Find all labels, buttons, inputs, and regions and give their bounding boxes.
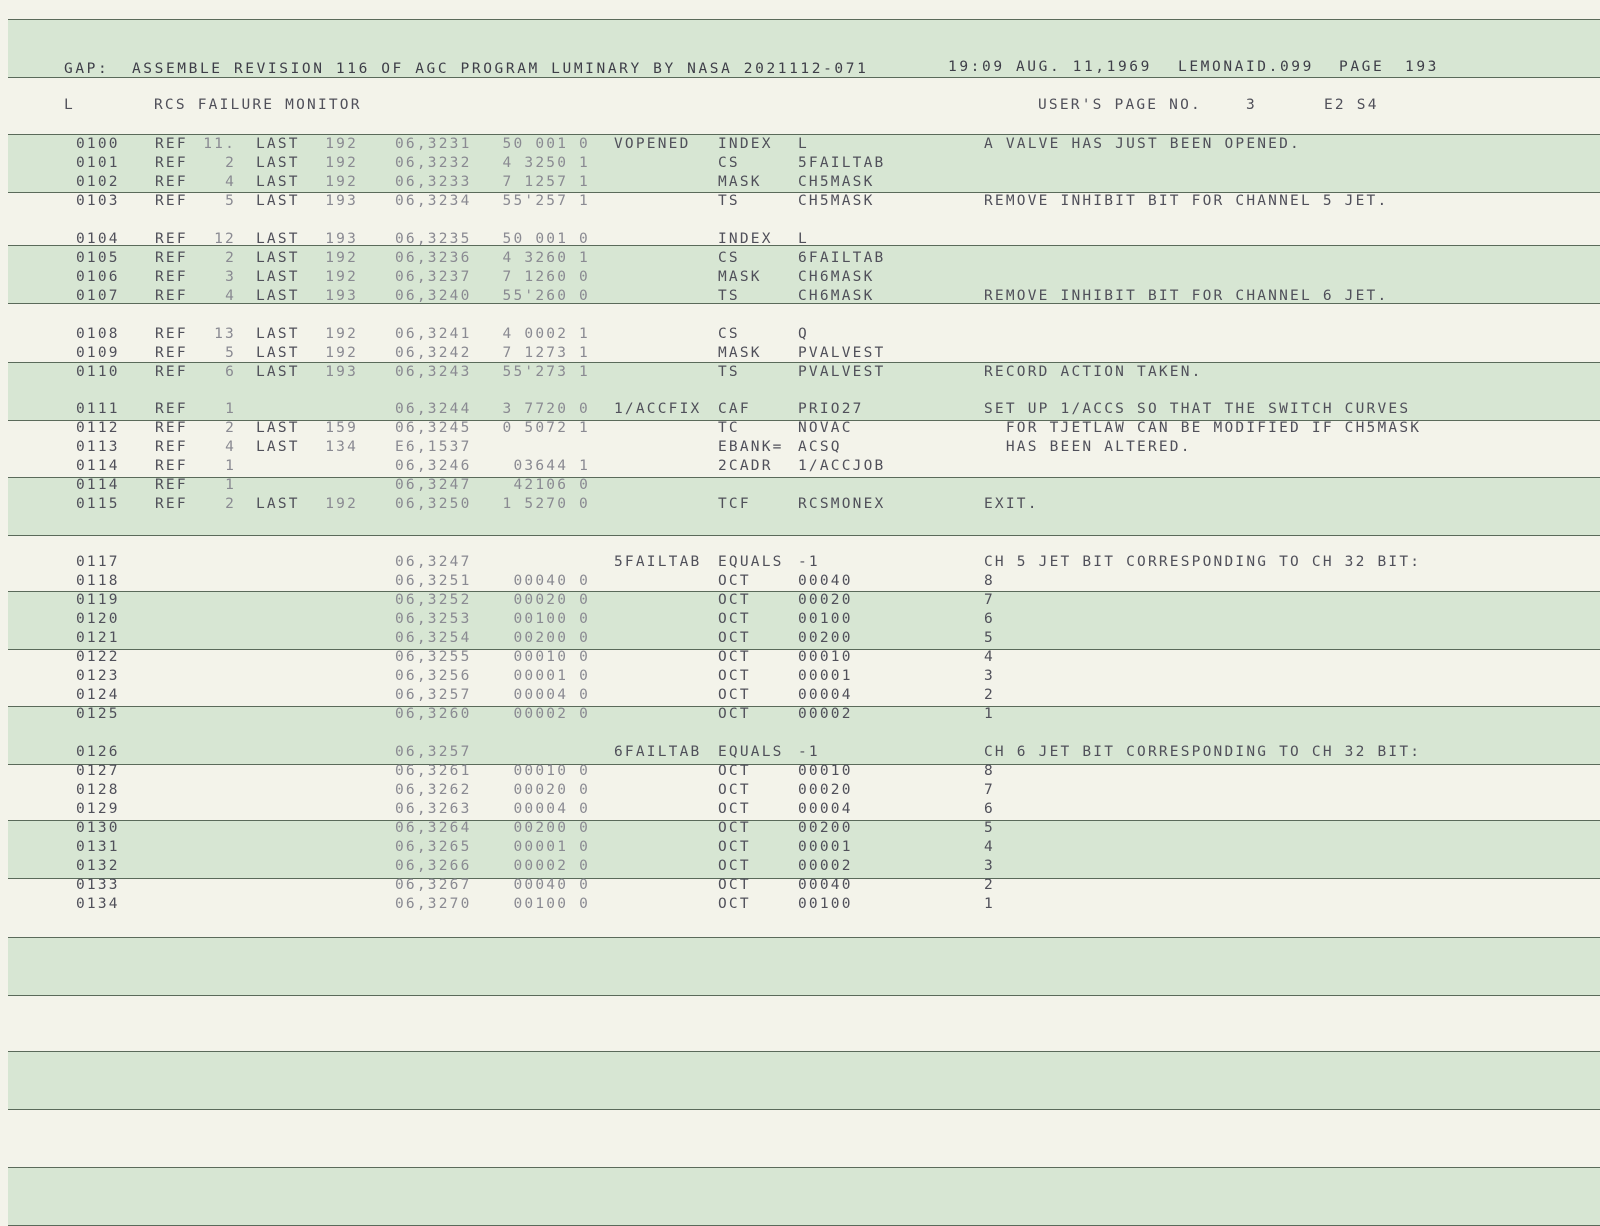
listing-seq-number: 0108 xyxy=(76,326,120,342)
listing-object-word: 7 1260 0 xyxy=(502,269,590,285)
listing-address: 06,3243 xyxy=(395,364,472,380)
listing-last-page: 134 xyxy=(325,439,358,455)
listing-ref-number: 4 xyxy=(225,439,236,455)
listing-ref-number: 12 xyxy=(214,231,236,247)
listing-opcode: OCT xyxy=(718,706,751,722)
listing-ref: REF xyxy=(155,477,188,493)
listing-opcode: TS xyxy=(718,364,740,380)
listing-last: LAST xyxy=(256,439,300,455)
listing-seq-number: 0102 xyxy=(76,174,120,190)
listing-operand: 00040 xyxy=(798,573,853,589)
listing-object-word: 4 3260 1 xyxy=(502,250,590,266)
listing-seq-number: 0111 xyxy=(76,401,120,417)
listing-address: 06,3263 xyxy=(395,801,472,817)
listing-object-word: 3 7720 0 xyxy=(502,401,590,417)
listing-opcode: OCT xyxy=(718,592,751,608)
listing-operand: 00020 xyxy=(798,592,853,608)
listing-opcode: TC xyxy=(718,420,740,436)
listing-ref-number: 1 xyxy=(225,401,236,417)
listing-object-word: 00002 0 xyxy=(513,858,590,874)
listing-last-page: 192 xyxy=(325,326,358,342)
listing-comment: SET UP 1/ACCS SO THAT THE SWITCH CURVES xyxy=(984,401,1411,417)
listing-comment: 3 xyxy=(984,858,995,874)
listing-ref: REF xyxy=(155,401,188,417)
listing-opcode: CAF xyxy=(718,401,751,417)
listing-ref: REF xyxy=(155,136,188,152)
listing-opcode: OCT xyxy=(718,649,751,665)
page-label: PAGE xyxy=(1339,59,1385,75)
listing-operand: 00002 xyxy=(798,706,853,722)
section-title: RCS FAILURE MONITOR xyxy=(154,97,362,113)
listing-ref: REF xyxy=(155,326,188,342)
listing-object-word: 00001 0 xyxy=(513,839,590,855)
listing-seq-number: 0125 xyxy=(76,706,120,722)
listing-ref: REF xyxy=(155,496,188,512)
listing-address: 06,3237 xyxy=(395,269,472,285)
listing-object-word: 7 1257 1 xyxy=(502,174,590,190)
listing-label: 6FAILTAB xyxy=(614,744,702,760)
listing-operand: PRIO27 xyxy=(798,401,864,417)
listing-address: 06,3257 xyxy=(395,744,472,760)
listing-address: 06,3232 xyxy=(395,155,472,171)
listing-object-word: 00010 0 xyxy=(513,649,590,665)
listing-seq-number: 0120 xyxy=(76,611,120,627)
listing-comment: HAS BEEN ALTERED. xyxy=(984,439,1192,455)
listing-object-word: 00010 0 xyxy=(513,763,590,779)
listing-last: LAST xyxy=(256,136,300,152)
listing-object-word: 00002 0 xyxy=(513,706,590,722)
listing-address: 06,3252 xyxy=(395,592,472,608)
listing-comment: CH 5 JET BIT CORRESPONDING TO CH 32 BIT: xyxy=(984,554,1422,570)
listing-address: 06,3261 xyxy=(395,763,472,779)
listing-ref-number: 13 xyxy=(214,326,236,342)
listing-opcode: MASK xyxy=(718,174,762,190)
listing-last: LAST xyxy=(256,420,300,436)
listing-operand: 00002 xyxy=(798,858,853,874)
listing-seq-number: 0130 xyxy=(76,820,120,836)
listing-ref: REF xyxy=(155,345,188,361)
listing-opcode: OCT xyxy=(718,877,751,893)
listing-seq-number: 0121 xyxy=(76,630,120,646)
listing-opcode: OCT xyxy=(718,630,751,646)
listing-seq-number: 0114 xyxy=(76,477,120,493)
listing-opcode: OCT xyxy=(718,763,751,779)
listing-ref-number: 6 xyxy=(225,364,236,380)
listing-opcode: TS xyxy=(718,288,740,304)
listing-comment: 2 xyxy=(984,877,995,893)
listing-address: 06,3251 xyxy=(395,573,472,589)
listing-last: LAST xyxy=(256,288,300,304)
log-letter: L xyxy=(64,97,75,113)
listing-address: 06,3253 xyxy=(395,611,472,627)
listing-address: 06,3246 xyxy=(395,458,472,474)
listing-seq-number: 0123 xyxy=(76,668,120,684)
users-page-label: USER'S PAGE NO. xyxy=(1038,97,1202,113)
listing-seq-number: 0103 xyxy=(76,193,120,209)
listing-last-page: 192 xyxy=(325,136,358,152)
listing-ref: REF xyxy=(155,420,188,436)
listing-address: 06,3257 xyxy=(395,687,472,703)
listing-opcode: OCT xyxy=(718,801,751,817)
listing-seq-number: 0109 xyxy=(76,345,120,361)
listing-ref-number: 11. xyxy=(203,136,236,152)
listing-operand: 00200 xyxy=(798,820,853,836)
listing-opcode: TS xyxy=(718,193,740,209)
listing-object-word: 00100 0 xyxy=(513,896,590,912)
listing-comment: REMOVE INHIBIT BIT FOR CHANNEL 6 JET. xyxy=(984,288,1389,304)
listing-address: 06,3264 xyxy=(395,820,472,836)
listing-operand: 1/ACCJOB xyxy=(798,458,886,474)
listing-opcode: OCT xyxy=(718,687,751,703)
listing-label: 1/ACCFIX xyxy=(614,401,702,417)
listing-ref-number: 2 xyxy=(225,250,236,266)
listing-ref-number: 3 xyxy=(225,269,236,285)
listing-comment: 8 xyxy=(984,573,995,589)
listing-opcode: EQUALS xyxy=(718,554,784,570)
listing-opcode: OCT xyxy=(718,668,751,684)
listing-ref-number: 4 xyxy=(225,174,236,190)
listing-last-page: 159 xyxy=(325,420,358,436)
listing-comment: 4 xyxy=(984,649,995,665)
listing-address: 06,3240 xyxy=(395,288,472,304)
listing-object-word: 55'260 0 xyxy=(502,288,590,304)
listing-last-page: 192 xyxy=(325,269,358,285)
listing-operand: 00010 xyxy=(798,763,853,779)
listing-address: 06,3244 xyxy=(395,401,472,417)
listing-last: LAST xyxy=(256,345,300,361)
users-page-number: 3 xyxy=(1246,97,1257,113)
listing-operand: PVALVEST xyxy=(798,364,886,380)
listing-seq-number: 0124 xyxy=(76,687,120,703)
listing-seq-number: 0100 xyxy=(76,136,120,152)
listing-operand: L xyxy=(798,231,809,247)
listing-operand: 00020 xyxy=(798,782,853,798)
listing-last-page: 192 xyxy=(325,345,358,361)
listing-address: 06,3245 xyxy=(395,420,472,436)
listing-ref-number: 2 xyxy=(225,496,236,512)
listing-operand: 00040 xyxy=(798,877,853,893)
listing-object-word: 50 001 0 xyxy=(502,136,590,152)
listing-seq-number: 0113 xyxy=(76,439,120,455)
listing-label: 5FAILTAB xyxy=(614,554,702,570)
listing-ref: REF xyxy=(155,250,188,266)
listing-last: LAST xyxy=(256,326,300,342)
listing-address: 06,3265 xyxy=(395,839,472,855)
listing-operand: L xyxy=(798,136,809,152)
listing-seq-number: 0118 xyxy=(76,573,120,589)
listing-opcode: EQUALS xyxy=(718,744,784,760)
listing-object-word: 00004 0 xyxy=(513,801,590,817)
listing-ref: REF xyxy=(155,231,188,247)
listing-last: LAST xyxy=(256,269,300,285)
listing-operand: 00001 xyxy=(798,668,853,684)
listing-address: 06,3254 xyxy=(395,630,472,646)
listing-seq-number: 0114 xyxy=(76,458,120,474)
listing-seq-number: 0119 xyxy=(76,592,120,608)
listing-object-word: 00040 0 xyxy=(513,573,590,589)
listing-address: 06,3247 xyxy=(395,477,472,493)
listing-object-word: 00004 0 xyxy=(513,687,590,703)
listing-ref-number: 5 xyxy=(225,193,236,209)
listing-operand: 00100 xyxy=(798,896,853,912)
listing-ref: REF xyxy=(155,174,188,190)
log-code: E2 S4 xyxy=(1324,97,1379,113)
listing-comment: 7 xyxy=(984,782,995,798)
listing-operand: CH5MASK xyxy=(798,193,875,209)
listing-address: 06,3247 xyxy=(395,554,472,570)
listing-object-word: 4 0002 1 xyxy=(502,326,590,342)
listing-comment: FOR TJETLAW CAN BE MODIFIED IF CH5MASK xyxy=(984,420,1422,436)
listing-seq-number: 0101 xyxy=(76,155,120,171)
listing-opcode: CS xyxy=(718,155,740,171)
listing-last-page: 193 xyxy=(325,193,358,209)
listing-address: E6,1537 xyxy=(395,439,472,455)
listing-seq-number: 0127 xyxy=(76,763,120,779)
listing-comment: 3 xyxy=(984,668,995,684)
listing-seq-number: 0105 xyxy=(76,250,120,266)
listing-object-word: 55'273 1 xyxy=(502,364,590,380)
listing-seq-number: 0112 xyxy=(76,420,120,436)
listing-last-page: 192 xyxy=(325,496,358,512)
listing-ref-number: 2 xyxy=(225,155,236,171)
listing-comment: 4 xyxy=(984,839,995,855)
listing-operand: CH5MASK xyxy=(798,174,875,190)
listing-opcode: 2CADR xyxy=(718,458,773,474)
listing-seq-number: 0104 xyxy=(76,231,120,247)
assembly-timestamp: 19:09 AUG. 11,1969 xyxy=(948,59,1152,75)
listing-operand: CH6MASK xyxy=(798,288,875,304)
listing-ref-number: 1 xyxy=(225,477,236,493)
listing-address: 06,3266 xyxy=(395,858,472,874)
listing-seq-number: 0122 xyxy=(76,649,120,665)
listing-object-word: 42106 0 xyxy=(513,477,590,493)
listing-address: 06,3262 xyxy=(395,782,472,798)
listing-comment: 5 xyxy=(984,820,995,836)
listing-operand: 5FAILTAB xyxy=(798,155,886,171)
listing-ref-number: 5 xyxy=(225,345,236,361)
listing-ref: REF xyxy=(155,269,188,285)
listing-operand: RCSMONEX xyxy=(798,496,886,512)
listing-object-word: 00001 0 xyxy=(513,668,590,684)
listing-last-page: 192 xyxy=(325,250,358,266)
listing-opcode: CS xyxy=(718,326,740,342)
green-bar xyxy=(8,937,1600,996)
listing-operand: 00004 xyxy=(798,801,853,817)
listing-seq-number: 0132 xyxy=(76,858,120,874)
listing-address: 06,3270 xyxy=(395,896,472,912)
listing-opcode: EBANK= xyxy=(718,439,784,455)
listing-address: 06,3235 xyxy=(395,231,472,247)
listing-opcode: TCF xyxy=(718,496,751,512)
job-name: LEMONAID.099 xyxy=(1178,59,1314,75)
listing-comment: 6 xyxy=(984,801,995,817)
listing-comment: 7 xyxy=(984,592,995,608)
listing-object-word: 7 1273 1 xyxy=(502,345,590,361)
listing-ref: REF xyxy=(155,458,188,474)
listing-address: 06,3260 xyxy=(395,706,472,722)
listing-operand: Q xyxy=(798,326,809,342)
listing-ref-number: 1 xyxy=(225,458,236,474)
listing-ref: REF xyxy=(155,193,188,209)
listing-seq-number: 0110 xyxy=(76,364,120,380)
listing-comment: 8 xyxy=(984,763,995,779)
listing-operand: 00004 xyxy=(798,687,853,703)
listing-operand: -1 xyxy=(798,744,820,760)
listing-opcode: INDEX xyxy=(718,231,773,247)
listing-address: 06,3233 xyxy=(395,174,472,190)
listing-comment: 5 xyxy=(984,630,995,646)
listing-ref-number: 4 xyxy=(225,288,236,304)
listing-object-word: 03644 1 xyxy=(513,458,590,474)
listing-seq-number: 0107 xyxy=(76,288,120,304)
listing-comment: RECORD ACTION TAKEN. xyxy=(984,364,1203,380)
listing-operand: CH6MASK xyxy=(798,269,875,285)
listing-seq-number: 0126 xyxy=(76,744,120,760)
listing-operand: PVALVEST xyxy=(798,345,886,361)
listing-last: LAST xyxy=(256,364,300,380)
listing-opcode: INDEX xyxy=(718,136,773,152)
listing-opcode: OCT xyxy=(718,820,751,836)
listing-label: VOPENED xyxy=(614,136,691,152)
listing-opcode: OCT xyxy=(718,573,751,589)
listing-ref: REF xyxy=(155,439,188,455)
listing-ref: REF xyxy=(155,364,188,380)
listing-operand: 00100 xyxy=(798,611,853,627)
page-number: 193 xyxy=(1405,59,1439,75)
listing-opcode: CS xyxy=(718,250,740,266)
listing-comment: 1 xyxy=(984,706,995,722)
listing-seq-number: 0129 xyxy=(76,801,120,817)
listing-last-page: 192 xyxy=(325,174,358,190)
listing-comment: A VALVE HAS JUST BEEN OPENED. xyxy=(984,136,1301,152)
listing-object-word: 0 5072 1 xyxy=(502,420,590,436)
listing-operand: -1 xyxy=(798,554,820,570)
listing-last-page: 193 xyxy=(325,288,358,304)
listing-seq-number: 0115 xyxy=(76,496,120,512)
listing-seq-number: 0106 xyxy=(76,269,120,285)
green-bar xyxy=(8,1167,1600,1226)
listing-object-word: 00040 0 xyxy=(513,877,590,893)
listing-seq-number: 0134 xyxy=(76,896,120,912)
listing-opcode: OCT xyxy=(718,858,751,874)
listing-address: 06,3231 xyxy=(395,136,472,152)
listing-ref-number: 2 xyxy=(225,420,236,436)
listing-operand: ACSQ xyxy=(798,439,842,455)
listing-seq-number: 0117 xyxy=(76,554,120,570)
listing-operand: NOVAC xyxy=(798,420,853,436)
listing-address: 06,3256 xyxy=(395,668,472,684)
listing-object-word: 1 5270 0 xyxy=(502,496,590,512)
listing-operand: 6FAILTAB xyxy=(798,250,886,266)
listing-last: LAST xyxy=(256,496,300,512)
listing-seq-number: 0131 xyxy=(76,839,120,855)
green-bar xyxy=(8,1051,1600,1110)
listing-ref: REF xyxy=(155,288,188,304)
listing-address: 06,3255 xyxy=(395,649,472,665)
listing-object-word: 00200 0 xyxy=(513,820,590,836)
listing-comment: 6 xyxy=(984,611,995,627)
listing-address: 06,3242 xyxy=(395,345,472,361)
listing-last-page: 192 xyxy=(325,155,358,171)
listing-address: 06,3241 xyxy=(395,326,472,342)
listing-last-page: 193 xyxy=(325,231,358,247)
listing-opcode: MASK xyxy=(718,345,762,361)
listing-operand: 00010 xyxy=(798,649,853,665)
listing-operand: 00001 xyxy=(798,839,853,855)
listing-last: LAST xyxy=(256,231,300,247)
listing-address: 06,3236 xyxy=(395,250,472,266)
listing-opcode: OCT xyxy=(718,896,751,912)
listing-opcode: OCT xyxy=(718,611,751,627)
listing-last: LAST xyxy=(256,193,300,209)
listing-seq-number: 0133 xyxy=(76,877,120,893)
listing-comment: 2 xyxy=(984,687,995,703)
assembly-title: GAP: ASSEMBLE REVISION 116 OF AGC PROGRAM LUMINARY BY NASA 2021112-071 xyxy=(64,61,869,77)
listing-operand: 00200 xyxy=(798,630,853,646)
listing-object-word: 00100 0 xyxy=(513,611,590,627)
listing-address: 06,3234 xyxy=(395,193,472,209)
listing-ref: REF xyxy=(155,155,188,171)
listing-opcode: OCT xyxy=(718,782,751,798)
listing-last: LAST xyxy=(256,155,300,171)
listing-comment: 1 xyxy=(984,896,995,912)
listing-seq-number: 0128 xyxy=(76,782,120,798)
listing-object-word: 00020 0 xyxy=(513,782,590,798)
listing-address: 06,3250 xyxy=(395,496,472,512)
listing-object-word: 50 001 0 xyxy=(502,231,590,247)
listing-last: LAST xyxy=(256,250,300,266)
listing-opcode: MASK xyxy=(718,269,762,285)
listing-comment: REMOVE INHIBIT BIT FOR CHANNEL 5 JET. xyxy=(984,193,1389,209)
listing-object-word: 00200 0 xyxy=(513,630,590,646)
listing-comment: CH 6 JET BIT CORRESPONDING TO CH 32 BIT: xyxy=(984,744,1422,760)
listing-address: 06,3267 xyxy=(395,877,472,893)
listing-comment: EXIT. xyxy=(984,496,1039,512)
listing-last: LAST xyxy=(256,174,300,190)
listing-last-page: 193 xyxy=(325,364,358,380)
listing-object-word: 00020 0 xyxy=(513,592,590,608)
listing-object-word: 4 3250 1 xyxy=(502,155,590,171)
listing-opcode: OCT xyxy=(718,839,751,855)
listing-object-word: 55'257 1 xyxy=(502,193,590,209)
